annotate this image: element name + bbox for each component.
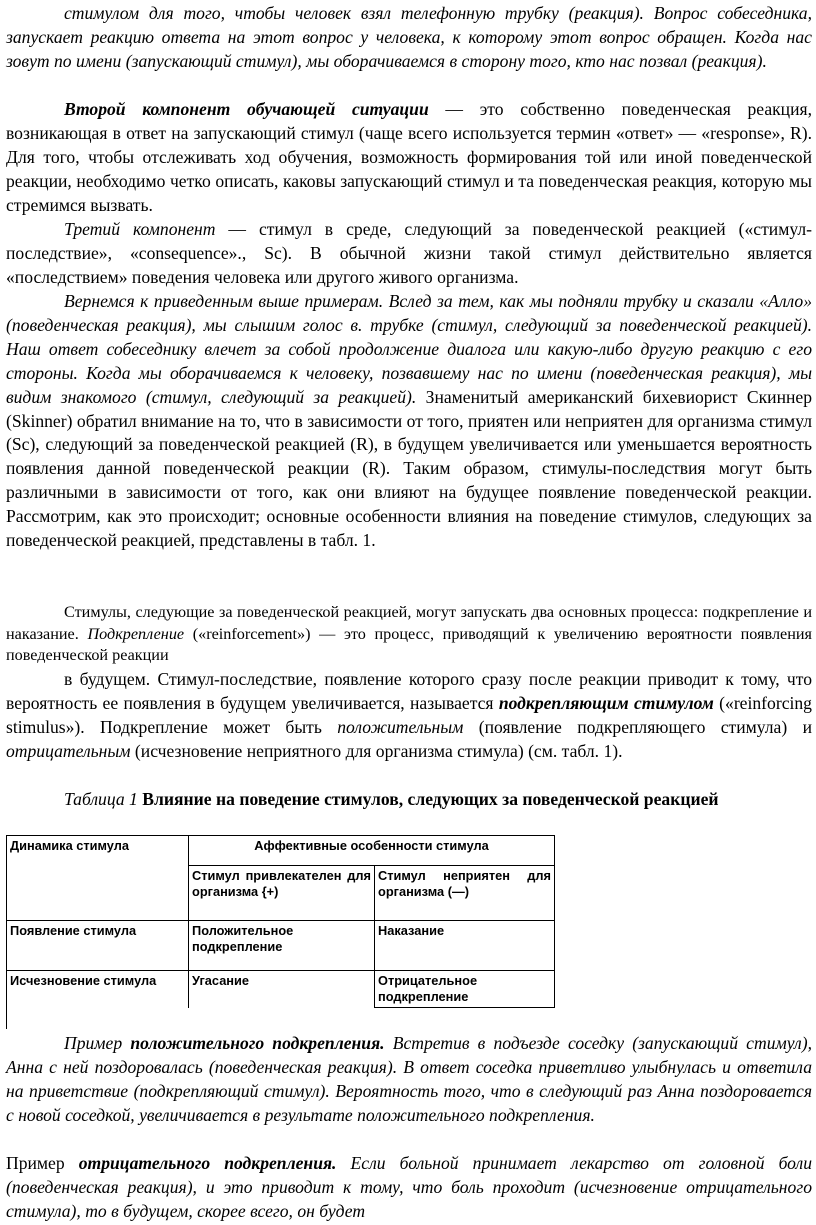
row-label-appearance: Появление стимула (7, 921, 189, 971)
table-left-border-tail (6, 1002, 7, 1029)
table-row (7, 971, 555, 1008)
cell-extinction: Угасание (189, 971, 375, 1008)
term-positive-reinforcement: положительного подкрепления. (130, 1033, 385, 1053)
cell-positive-reinforcement: Положительное подкрепление (189, 921, 375, 971)
paragraph-reinforcement-definition: Стимулы, следующие за поведенческой реакцией, могут запускать два основных процесса: подкрепление и наказание. Подкрепление («reinforcement») — это процесс, приводящий к увеличению вероятности появления поведенческой реакции (6, 603, 812, 664)
paragraph-second-component: Второй компонент обучающей ситуации — это собственно поведенческая реакция, возникающая в ответ на запускающий стимул (чаще всего используется термин «ответ» — «response», R). Для того, чтобы отслеживать ход обучения, возможность формирования той или иной поведенческой реакции, необходимо четко описать, каковы запускающий стимул и та поведенческая реакция, которую мы стремимся вызвать. (6, 99, 813, 215)
table-title: Влияние на поведение стимулов, следующих за поведенческой реакцией (137, 789, 719, 809)
paragraph-third-component: Третий компонент — стимул в среде, следующий за поведенческой реакцией («стимул-последствие», «consequence»., Sc). В обычной жизни такой стимул действительно является «последствием» поведения человека или другого живого организма. (6, 219, 812, 287)
cell-negative-reinforcement: Отрицательное подкрепление (375, 971, 555, 1008)
table-header-row (7, 836, 555, 866)
term-reinforcement: Подкрепление (87, 624, 185, 643)
table-number: Таблица 1 (64, 789, 138, 809)
term-second-component: Второй компонент обучающей ситуации (64, 99, 429, 119)
row-label-disappearance: Исчезновение стимула (7, 971, 189, 1008)
term-negative-reinforcement: отрицательного подкрепления. (78, 1153, 337, 1173)
table-caption (6, 788, 812, 812)
header-stimulus-dynamics: Динамика стимула (7, 836, 189, 921)
table-row (7, 921, 555, 971)
paragraph-negative-example: Пример отрицательного подкрепления. Если больной принимает лекарство от головной боли (поведенческая реакция), и это приводит к тому, что боль проходит (исчезновение отрицательного стимула), то в будущем, скорее всего, он будет (6, 1153, 813, 1221)
term-third-component: Третий компонент (64, 219, 216, 239)
subheader-attractive-stimulus: Стимул привлекателен для организма {+) (189, 866, 375, 921)
term-reinforcing-stimulus: подкрепляющим стимулом (498, 692, 714, 713)
paragraph-reinforcing-stimulus: в будущем. Стимул-последствие, появление которого сразу после реакции приводит к тому, что вероятность ее появления в будущем увеличивается, называется подкрепляющим стимулом («reinforcing stimulus»). Подкрепление может быть положительным (появление подкрепляющего стимула) и отрицательным (исчезновение неприятного для организма стимула) (см. табл. 1). (6, 669, 812, 761)
cell-punishment: Наказание (375, 921, 555, 971)
stimulus-effects-table (6, 835, 555, 1008)
paragraph-examples-skinner: Вернемся к приведенным выше примерам. Вслед за тем, как мы подняли трубку и сказали «Алло» (поведенческая реакция), мы слышим голос в. трубке (стимул, следующий за поведенческой реакцией). Наш ответ собеседнику влечет за собой продолжение диалога или какую-либо другую реакцию с его стороны. Когда мы оборачиваемся к человеку, позвавшему нас по имени (поведенческая реакция), мы видим знакомого (стимул, следующий за реакцией). Знаменитый американский бихевиорист Скиннер (Skinner) обратил внимание на то, что в зависимости от того, приятен или неприятен для организма стимул (Sc), следующий за поведенческой реакцией (R), в будущем увеличивается или уменьшается вероятность появления данной поведенческой реакции (R). Таким образом, стимулы-последствия могут быть различными в зависимости от того, как они влияют на будущее появление поведенческой реакции. Рассмотрим, как это происходит; основные особенности влияния на поведение стимулов, следующих за поведенческой реакцией, представлены в табл. 1. (6, 291, 813, 551)
paragraph-positive-example: Пример положительного подкрепления. Встретив в подъезде соседку (запускающий стимул), Анна с ней поздоровалась (поведенческая реакция). В ответ соседка приветливо улыбнулась и ответила на приветствие (подкрепляющий стимул). Вероятность того, что в следующий раз Анна поздоровается с новой соседкой, увеличивается в результате положительного подкрепления. (6, 1033, 812, 1125)
subheader-unpleasant-stimulus: Стимул неприятен для организма (—) (375, 866, 555, 921)
header-affective-features: Аффективные особенности стимула (189, 836, 555, 866)
paragraph-stimulus-examples: стимулом для того, чтобы человек взял телефонную трубку (реакция). Вопрос собеседника, запускает реакцию ответа на этот вопрос у человека, к которому этот вопрос обращен. Когда нас зовут по имени (запускающий стимул), мы оборачиваемся в сторону того, кто нас позвал (реакция). (6, 3, 812, 71)
